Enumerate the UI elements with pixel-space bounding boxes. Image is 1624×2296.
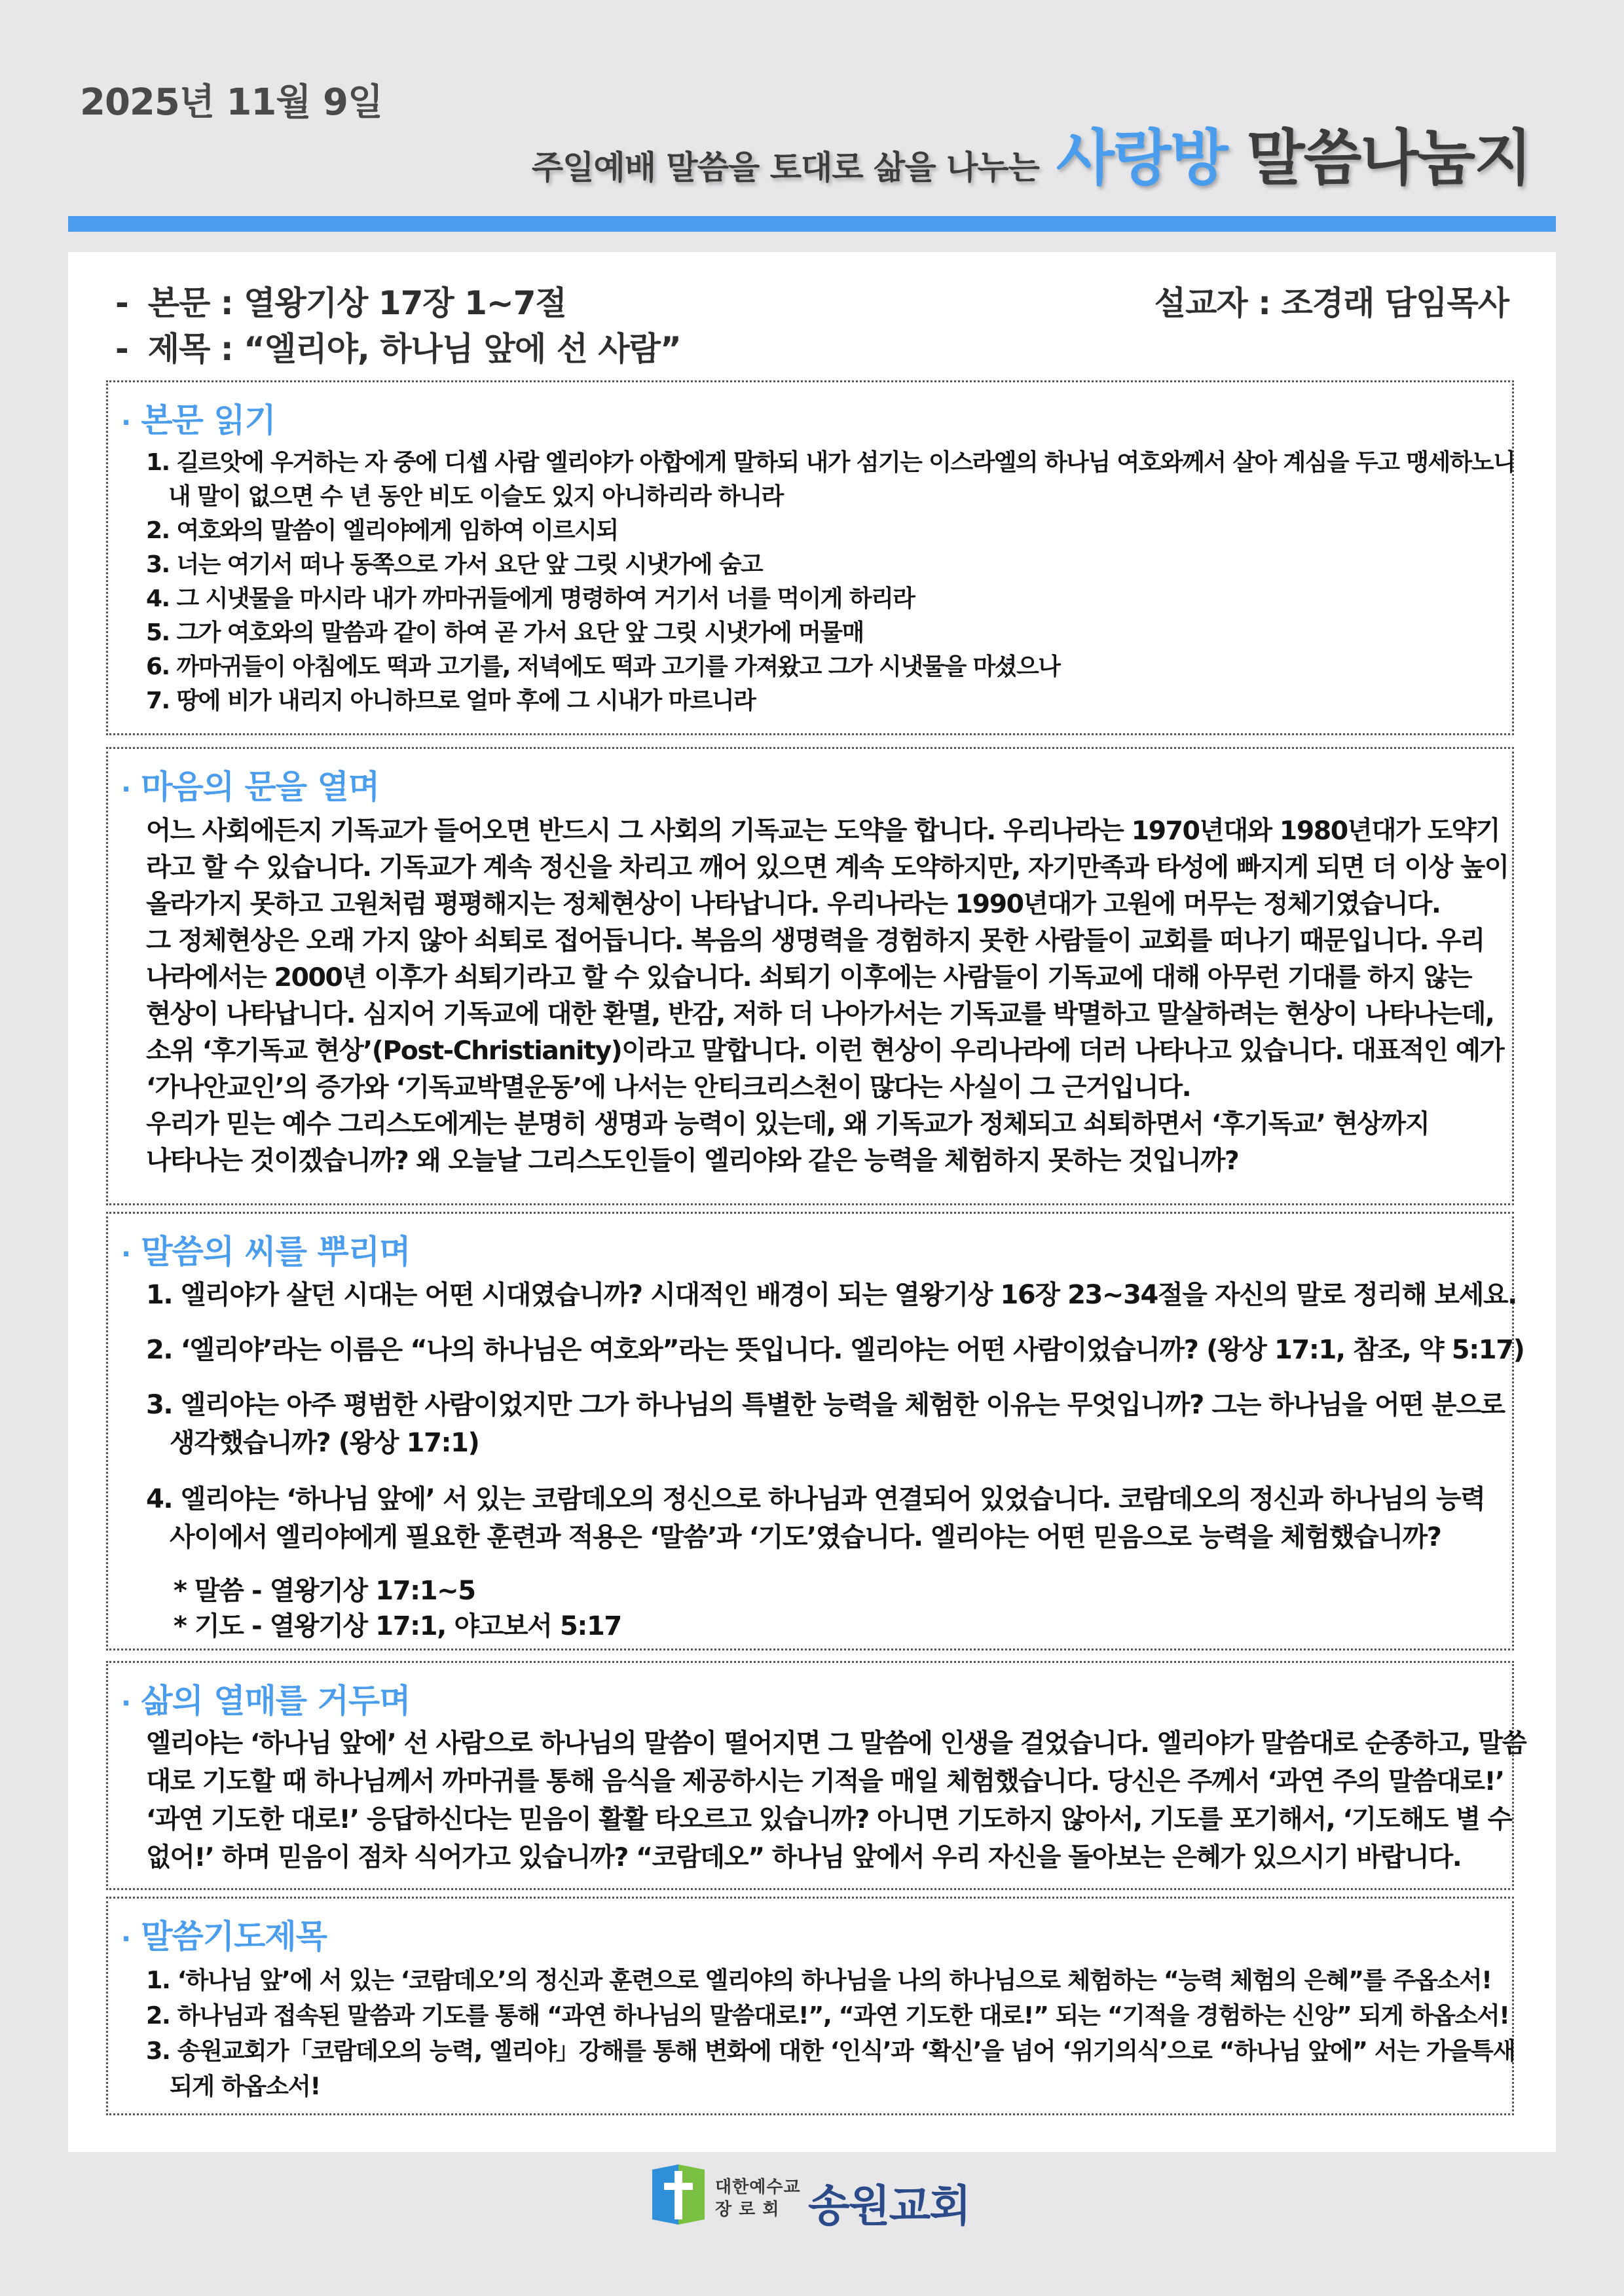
section-scripture-reading (106, 380, 1514, 735)
verse-line: 7. 땅에 비가 내리지 아니하므로 얼마 후에 그 시내가 마르니라 (146, 687, 756, 714)
denomination-line1: 대한예수교 (715, 2178, 801, 2197)
reference-note: * 기도 - 열왕기상 17:1, 야고보서 5:17 (174, 1611, 621, 1641)
prayer-line: 2. 하나님과 접속된 말씀과 기도를 통해 “과연 하나님의 말씀대로!”, “과연 기도한 대로!” 되는 “기적을 경험하는 신앙” 되게 하옵소서! (146, 2001, 1509, 2030)
prayer-line: 되게 하옵소서! (170, 2072, 320, 2100)
scripture-text: 본문 : 열왕기상 17장 1~7절 (147, 284, 566, 322)
header-subtitle: 주일예배 말씀을 토대로 삶을 나누는 (531, 149, 1039, 187)
section-title-text: 말씀의 씨를 뿌리며 (141, 1233, 411, 1271)
section-title-text: 마음의 문을 열며 (141, 768, 380, 806)
header-title (1056, 110, 1531, 196)
verse-line: 1. 길르앗에 우거하는 자 중에 디셉 사람 엘리야가 아합에게 말하되 내가 섬기는 이스라엘의 하나님 여호와께서 살아 계심을 두고 맹세하노니 (146, 449, 1515, 476)
header-title-accent: 사랑방 (1056, 123, 1227, 193)
reference-note: * 말씀 - 열왕기상 17:1~5 (174, 1576, 475, 1606)
section-title-text: 말씀기도제목 (141, 1918, 327, 1956)
issue-date: 2025년 11월 9일 (80, 81, 383, 124)
section-title-text: 본문 읽기 (141, 401, 276, 439)
scripture-reference (115, 277, 566, 324)
paragraph-line: 그 정체현상은 오래 가지 않아 쇠퇴로 접어듭니다. 복음의 생명력을 경험하지 못한 사람들이 교회를 떠나기 때문입니다. 우리 (146, 926, 1485, 956)
verse-line: 4. 그 시냇물을 마시라 내가 까마귀들에게 명령하여 거기서 너를 먹이게 하리라 (146, 585, 915, 612)
denomination-line2: 장 로 회 (715, 2200, 780, 2219)
paragraph-line: 소위 ‘후기독교 현상’(Post-Christianity)이라고 말합니다. 이런 현상이 우리나라에 더러 나타나고 있습니다. 대표적인 예가 (146, 1036, 1504, 1066)
verse-line: 5. 그가 여호와의 말씀과 같이 하여 곧 가서 요단 앞 그릿 시냇가에 머물매 (146, 619, 864, 646)
paragraph-line: 나타나는 것이겠습니까? 왜 오늘날 그리스도인들이 엘리야와 같은 능력을 체험하지 못하는 것입니까? (146, 1146, 1239, 1176)
paragraph-line: ‘과연 기도한 대로!’ 응답하신다는 믿음이 활활 타오르고 있습니까? 아니면 기도하지 않아서, 기도를 포기해서, ‘기도해도 별 수 (146, 1804, 1512, 1834)
verse-line: 2. 여호와의 말씀이 엘리야에게 임하여 이르시되 (146, 517, 618, 544)
question-line: 생각했습니까? (왕상 17:1) (170, 1428, 479, 1458)
paragraph-line: 라고 할 수 있습니다. 기독교가 계속 정신을 차리고 깨어 있으면 계속 도약하지만, 자기만족과 타성에 빠지게 되면 더 이상 높이 (146, 852, 1509, 883)
question-line: 3. 엘리야는 아주 평범한 사람이었지만 그가 하나님의 특별한 능력을 체험한 이유는 무엇입니까? 그는 하나님을 어떤 분으로 (146, 1390, 1505, 1420)
paragraph-line: 어느 사회에든지 기독교가 들어오면 반드시 그 사회의 기독교는 도약을 합니다. 우리나라는 1970년대와 1980년대가 도약기 (146, 816, 1500, 846)
question-line: 4. 엘리야는 ‘하나님 앞에’ 서 있는 코람데오의 정신으로 하나님과 연결되어 있었습니다. 코람데오의 정신과 하나님의 능력 (146, 1484, 1485, 1514)
prayer-line: 3. 송원교회가「코람데오의 능력, 엘리야」강해를 통해 변화에 대한 ‘인식’과 ‘확신’을 넘어 ‘위기의식’으로 “하나님 앞에” 서는 가을특새 (146, 2037, 1515, 2065)
sermon-title (115, 323, 681, 370)
paragraph-line: 나라에서는 2000년 이후가 쇠퇴기라고 할 수 있습니다. 쇠퇴기 이후에는 사람들이 기독교에 대해 아무런 기대를 하지 않는 (146, 962, 1472, 993)
question-line: 2. ‘엘리야’라는 이름은 “나의 하나님은 여호와”라는 뜻입니다. 엘리야는 어떤 사람이었습니까? (왕상 17:1, 참조, 약 5:17) (146, 1335, 1524, 1365)
section-life-application (106, 1661, 1526, 1890)
paragraph-line: 현상이 나타납니다. 심지어 기독교에 대한 환멸, 반감, 저하 더 나아가서는 기독교를 박멸하고 말살하려는 현상이 나타나는데, (146, 999, 1494, 1029)
section-title: · 본문 읽기 (121, 401, 276, 439)
content-sheet (68, 252, 1556, 2152)
section-opening-heart (106, 747, 1514, 1205)
section-discussion-questions (106, 1212, 1524, 1650)
prayer-line: 1. ‘하나님 앞’에 서 있는 ‘코람데오’의 정신과 훈련으로 엘리야의 하나님을 나의 하나님으로 체험하는 “능력 체험의 은혜”를 주옵소서! (146, 1966, 1492, 1994)
paragraph-line: 엘리야는 ‘하나님 앞에’ 선 사람으로 하나님의 말씀이 떨어지면 그 말씀에 인생을 걸었습니다. 엘리야가 말씀대로 순종하고, 말씀 (146, 1728, 1526, 1758)
header-title-rest: 말씀나눔지 (1246, 123, 1531, 193)
section-title: · 말씀기도제목 (121, 1918, 327, 1956)
paragraph-line: 대로 기도할 때 하나님께서 까마귀를 통해 음식을 제공하시는 기적을 매일 체험했습니다. 당신은 주께서 ‘과연 주의 말씀대로!’ (146, 1766, 1504, 1796)
page-header (532, 110, 1531, 196)
section-title: · 삶의 열매를 거두며 (121, 1682, 411, 1720)
section-title-text: 삶의 열매를 거두며 (141, 1682, 411, 1720)
church-name: 송원교회 (808, 2181, 970, 2231)
cross-book-icon (648, 2162, 709, 2227)
verse-line: 3. 너는 여기서 떠나 동쪽으로 가서 요단 앞 그릿 시냇가에 숨고 (146, 551, 763, 578)
church-logo (648, 2162, 989, 2231)
paragraph-line: 우리가 믿는 예수 그리스도에게는 분명히 생명과 능력이 있는데, 왜 기독교가 정체되고 쇠퇴하면서 ‘후기독교’ 현상까지 (146, 1109, 1430, 1139)
dash-bullet: - (115, 330, 128, 368)
section-prayer-topics (106, 1897, 1514, 2115)
denomination-name (715, 2176, 801, 2221)
sermon-title-text: 제목 : “엘리야, 하나님 앞에 선 사람” (147, 330, 681, 368)
paragraph-line: 올라가지 못하고 고원처럼 평평해지는 정체현상이 나타납니다. 우리나라는 1990년대가 고원에 머무는 정체기였습니다. (146, 889, 1441, 919)
preacher: 설교자 : 조경래 담임목사 (1154, 284, 1509, 322)
question-line: 1. 엘리야가 살던 시대는 어떤 시대였습니까? 시대적인 배경이 되는 열왕기상 16장 23~34절을 자신의 말로 정리해 보세요. (146, 1280, 1517, 1310)
paragraph-line: ‘가나안교인’의 증가와 ‘기독교박멸운동’에 나서는 안티크리스천이 많다는 사실이 그 근거입니다. (146, 1072, 1191, 1102)
verse-line: 내 말이 없으면 수 년 동안 비도 이슬도 있지 아니하리라 하니라 (168, 483, 783, 510)
paragraph-line: 없어!’ 하며 믿음이 점차 식어가고 있습니까? “코람데오” 하나님 앞에서 우리 자신을 돌아보는 은혜가 있으시기 바랍니다. (146, 1842, 1462, 1872)
dash-bullet: - (115, 284, 128, 322)
question-line: 사이에서 엘리야에게 필요한 훈련과 적용은 ‘말씀’과 ‘기도’였습니다. 엘리야는 어떤 믿음으로 능력을 체험했습니까? (170, 1522, 1441, 1552)
section-title: · 말씀의 씨를 뿌리며 (121, 1233, 411, 1271)
header-divider (68, 216, 1556, 232)
verse-line: 6. 까마귀들이 아침에도 떡과 고기를, 저녁에도 떡과 고기를 가져왔고 그가 시냇물을 마셨으나 (146, 653, 1060, 680)
section-title: · 마음의 문을 열며 (121, 768, 380, 806)
